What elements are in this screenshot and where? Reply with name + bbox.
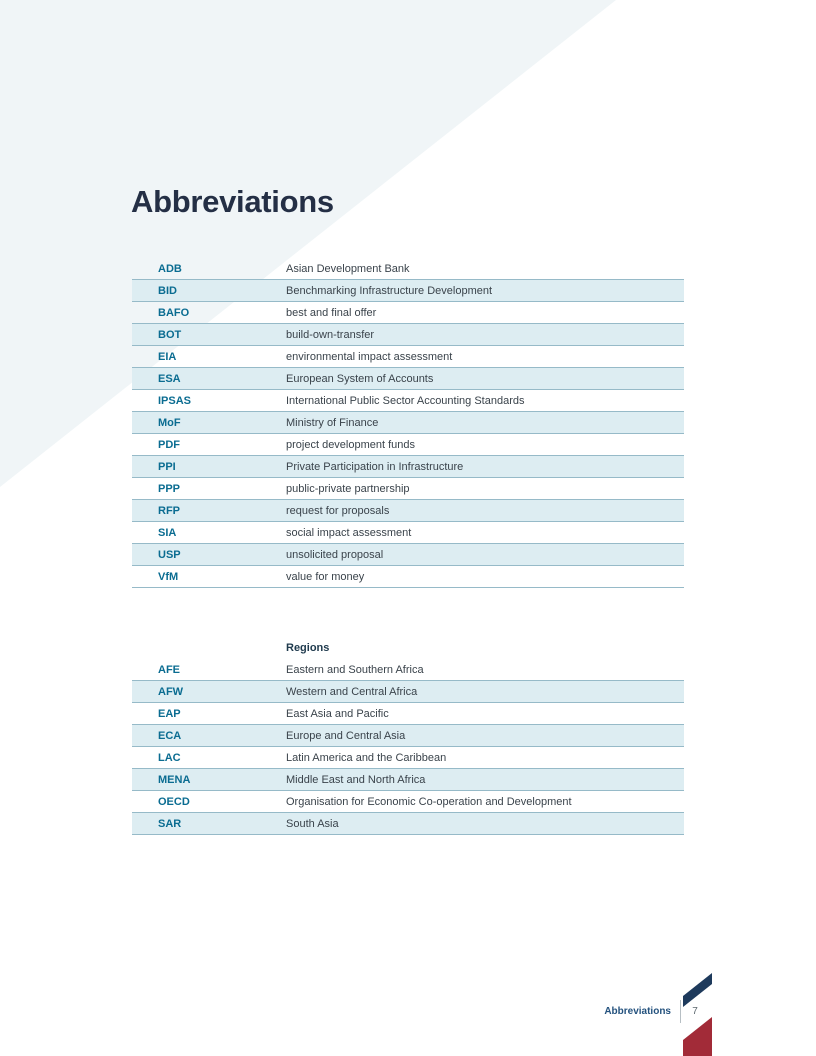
definition-cell: Private Participation in Infrastructure xyxy=(286,460,464,473)
abbreviations-table xyxy=(132,258,684,588)
table-row xyxy=(132,456,684,478)
table-row xyxy=(132,522,684,544)
corner-ribbon-decoration xyxy=(683,973,713,1056)
regions-table-header-row xyxy=(132,637,684,659)
table-row xyxy=(132,791,684,813)
footer-section-label: Abbreviations xyxy=(604,1006,671,1017)
table-row xyxy=(132,769,684,791)
definition-cell: Europe and Central Asia xyxy=(286,729,406,742)
abbreviation-cell: MENA xyxy=(158,773,191,786)
definition-cell: South Asia xyxy=(286,817,339,830)
table-row xyxy=(132,544,684,566)
abbreviation-cell: EAP xyxy=(158,707,181,720)
footer-divider xyxy=(680,1000,681,1023)
abbreviation-cell: BAFO xyxy=(158,306,190,319)
corner-red-shape-icon xyxy=(683,1017,712,1056)
table-row xyxy=(132,390,684,412)
abbreviation-cell: OECD xyxy=(158,795,190,808)
abbreviation-cell: MoF xyxy=(158,416,181,429)
definition-cell: public-private partnership xyxy=(286,482,410,495)
table-row xyxy=(132,500,684,522)
regions-table xyxy=(132,637,684,835)
regions-header-label: Regions xyxy=(286,642,330,654)
definition-cell: unsolicited proposal xyxy=(286,548,384,561)
definition-cell: Benchmarking Infrastructure Development xyxy=(286,284,493,297)
page-footer xyxy=(450,999,700,1024)
abbreviation-cell: VfM xyxy=(158,570,179,583)
abbreviation-cell: IPSAS xyxy=(158,394,192,407)
table-row xyxy=(132,412,684,434)
abbreviation-cell: RFP xyxy=(158,504,180,517)
definition-cell: environmental impact assessment xyxy=(286,350,453,363)
abbreviation-cell: USP xyxy=(158,548,181,561)
abbreviation-cell: ESA xyxy=(158,372,181,385)
abbreviation-cell: AFW xyxy=(158,685,184,698)
definition-cell: Asian Development Bank xyxy=(286,262,410,275)
table-row xyxy=(132,725,684,747)
definition-cell: best and final offer xyxy=(286,306,377,319)
definition-cell: value for money xyxy=(286,570,365,583)
abbreviation-cell: PPI xyxy=(158,460,176,473)
table-row xyxy=(132,813,684,835)
abbreviation-cell: SIA xyxy=(158,526,177,539)
abbreviation-cell: PDF xyxy=(158,438,180,451)
definition-cell: Organisation for Economic Co-operation and Development xyxy=(286,795,572,808)
definition-cell: Western and Central Africa xyxy=(286,685,418,698)
abbreviation-cell: AFE xyxy=(158,663,180,676)
definition-cell: Ministry of Finance xyxy=(286,416,379,429)
table-row xyxy=(132,324,684,346)
abbreviation-cell: ECA xyxy=(158,729,182,742)
definition-cell: build-own-transfer xyxy=(286,328,375,341)
definition-cell: East Asia and Pacific xyxy=(286,707,389,720)
footer-page-number: 7 xyxy=(692,1006,698,1017)
table-row xyxy=(132,703,684,725)
corner-navy-stripe-icon xyxy=(683,973,712,1007)
table-row xyxy=(132,747,684,769)
definition-cell: Middle East and North Africa xyxy=(286,773,426,786)
page-title: Abbreviations xyxy=(131,184,334,219)
table-row xyxy=(132,566,684,588)
abbreviation-cell: ADB xyxy=(158,262,182,275)
definition-cell: European System of Accounts xyxy=(286,372,434,385)
table-row xyxy=(132,434,684,456)
abbreviation-cell: SAR xyxy=(158,817,182,830)
definition-cell: request for proposals xyxy=(286,504,390,517)
table-row xyxy=(132,302,684,324)
definition-cell: Latin America and the Caribbean xyxy=(286,751,447,764)
abbreviation-cell: LAC xyxy=(158,751,181,764)
abbreviation-cell: EIA xyxy=(158,350,177,363)
abbreviation-cell: PPP xyxy=(158,482,181,495)
abbreviation-cell: BOT xyxy=(158,328,182,341)
table-row xyxy=(132,280,684,302)
table-row xyxy=(132,659,684,681)
table-row xyxy=(132,478,684,500)
abbreviation-cell: BID xyxy=(158,284,177,297)
table-row xyxy=(132,368,684,390)
definition-cell: project development funds xyxy=(286,438,416,451)
table-row xyxy=(132,346,684,368)
definition-cell: Eastern and Southern Africa xyxy=(286,663,424,676)
table-row xyxy=(132,258,684,280)
definition-cell: social impact assessment xyxy=(286,526,412,539)
definition-cell: International Public Sector Accounting Standards xyxy=(286,394,525,407)
table-row xyxy=(132,681,684,703)
